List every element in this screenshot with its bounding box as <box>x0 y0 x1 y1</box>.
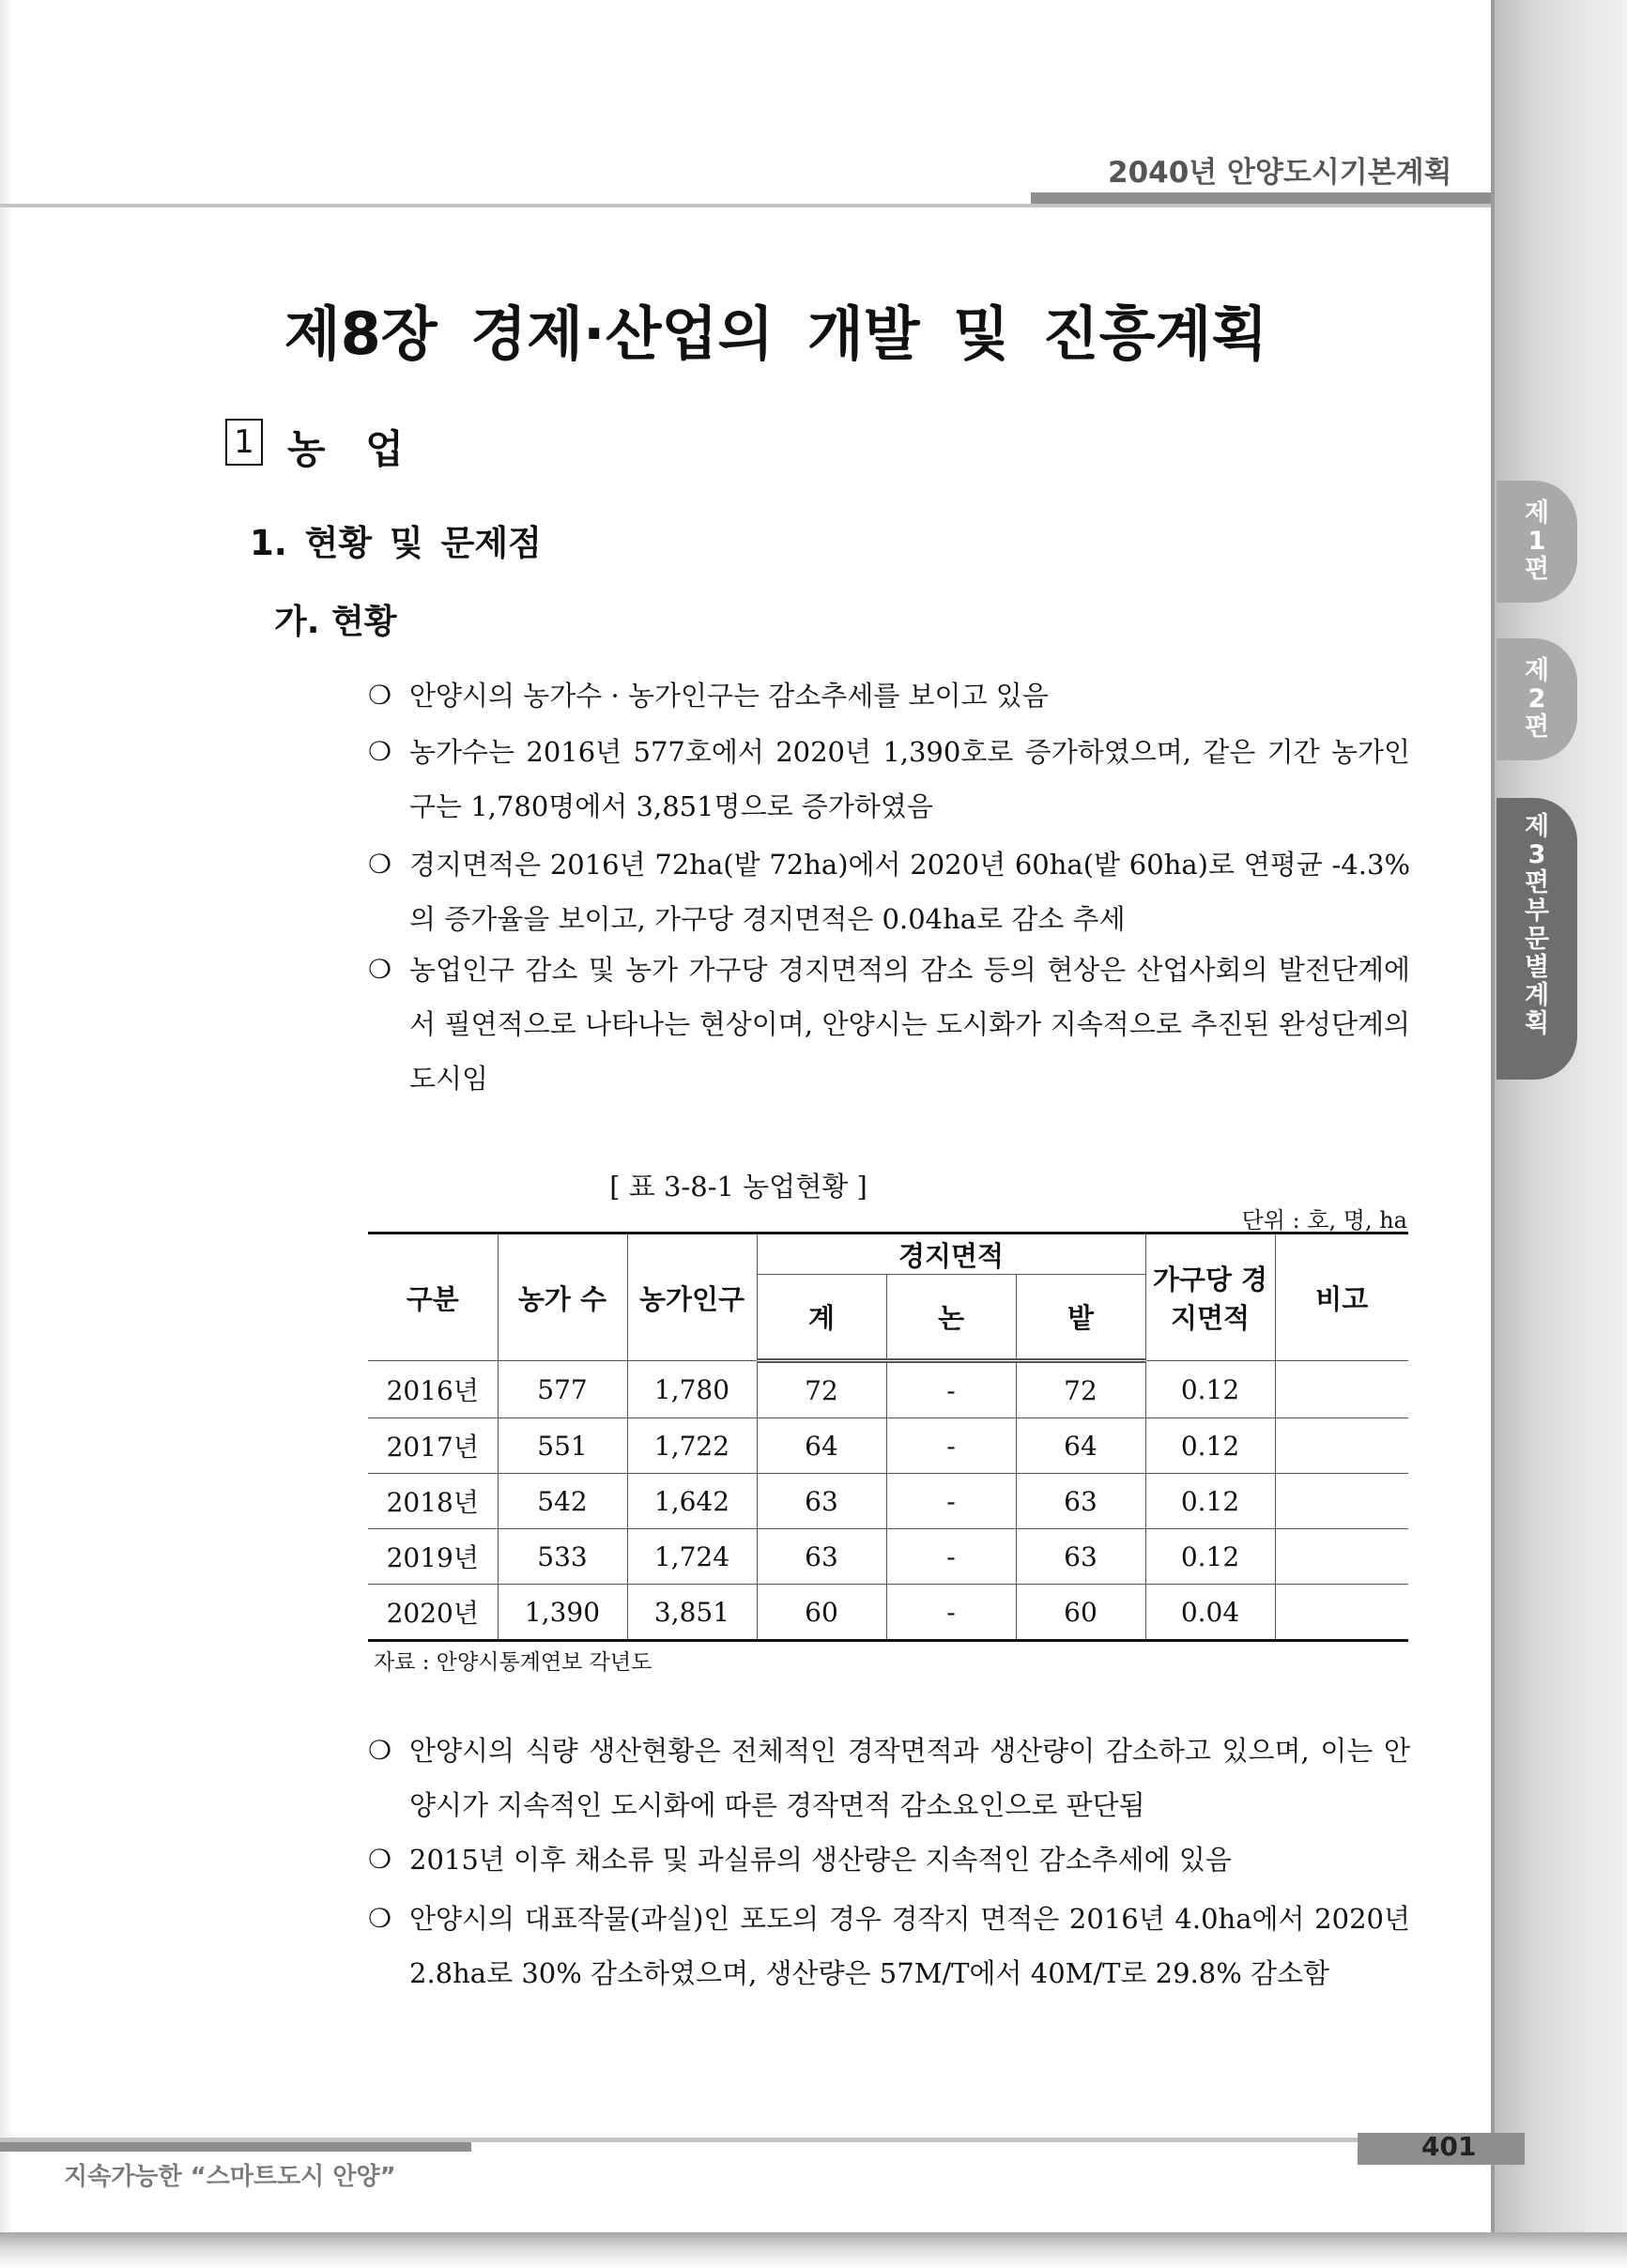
footer-rule-accent <box>0 2142 471 2152</box>
bullet-mark-icon: ❍ <box>368 1903 392 1934</box>
cell-per-household: 0.12 <box>1145 1418 1275 1474</box>
cell-note <box>1275 1418 1408 1474</box>
bullet-text: 안양시의 농가수 · 농가인구는 감소추세를 보이고 있음 <box>409 680 1049 712</box>
header-rule-accent <box>1031 192 1491 204</box>
bullet-text: 안양시의 식량 생산현황은 전체적인 경작면적과 생산량이 감소하고 있으며, 이는 안양시가 지속적인 도시화에 따른 경작면적 감소요인으로 판단됨 <box>409 1735 1410 1821</box>
col-header-farms: 농가 수 <box>498 1234 627 1361</box>
cell-per-household: 0.12 <box>1145 1474 1275 1529</box>
bullet-text: 2015년 이후 채소류 및 과실류의 생산량은 지속적인 감소추세에 있음 <box>409 1844 1232 1876</box>
tab-char: 계 <box>1524 981 1550 1010</box>
col-header-category: 구분 <box>368 1234 498 1361</box>
col-header-area-total: 계 <box>757 1275 886 1361</box>
footer-slogan: 지속가능한 “스마트도시 안양” <box>64 2163 396 2191</box>
cell-year: 2018년 <box>368 1474 498 1529</box>
bullet-mark-icon: ❍ <box>368 1735 392 1766</box>
cell-population: 3,851 <box>627 1585 757 1641</box>
table-row <box>368 1529 1408 1585</box>
tab-char: 제 <box>1524 812 1550 841</box>
cell-farms: 533 <box>498 1529 627 1585</box>
tab-char: 편 <box>1524 868 1550 897</box>
tab-part-1[interactable] <box>1497 481 1577 603</box>
cell-area-paddy: - <box>886 1418 1016 1474</box>
bullet-mark-icon: ❍ <box>368 954 392 985</box>
cell-area-total: 72 <box>757 1361 886 1418</box>
col-header-area: 경지면적 <box>757 1234 1145 1275</box>
bullet-text: 농업인구 감소 및 농가 가구당 경지면적의 감소 등의 현상은 산업사회의 발전단계에서 필연적으로 나타나는 현상이며, 안양시는 도시화가 지속적으로 추진된 완성단계의 도시임 <box>409 954 1410 1095</box>
cell-area-field: 60 <box>1016 1585 1145 1641</box>
header-rule <box>0 204 1491 207</box>
cell-year: 2019년 <box>368 1529 498 1585</box>
cell-population: 1,780 <box>627 1361 757 1418</box>
bullet-text: 농가수는 2016년 577호에서 2020년 1,390호로 증가하였으며, 같은 기간 농가인구는 1,780명에서 3,851명으로 증가하였음 <box>409 736 1410 822</box>
bullet-mark-icon: ❍ <box>368 736 392 767</box>
section-number-box: 1 <box>225 419 263 466</box>
subsection-title: 1. 현황 및 문제점 <box>250 523 542 563</box>
tab-char: 1 <box>1527 527 1546 556</box>
tab-char: 편 <box>1524 713 1550 742</box>
section-title: 농 업 <box>287 426 417 472</box>
bullet-item <box>368 1724 1410 1832</box>
col-header-note: 비고 <box>1275 1234 1408 1361</box>
tab-char: 3 <box>1527 840 1546 869</box>
cell-note <box>1275 1529 1408 1585</box>
cell-year: 2020년 <box>368 1585 498 1641</box>
cell-per-household: 0.12 <box>1145 1529 1275 1585</box>
table-row <box>368 1361 1408 1418</box>
cell-population: 1,642 <box>627 1474 757 1529</box>
cell-per-household: 0.12 <box>1145 1361 1275 1418</box>
cell-area-field: 63 <box>1016 1474 1145 1529</box>
cell-area-paddy: - <box>886 1361 1016 1418</box>
page-number: 401 <box>1421 2131 1477 2162</box>
tab-char: 획 <box>1524 1009 1550 1038</box>
cell-area-field: 72 <box>1016 1361 1145 1418</box>
table-unit: 단위 : 호, 명, ha <box>1241 1207 1407 1234</box>
col-header-area-field: 밭 <box>1016 1275 1145 1361</box>
cell-farms: 577 <box>498 1361 627 1418</box>
cell-note <box>1275 1474 1408 1529</box>
cell-year: 2016년 <box>368 1361 498 1418</box>
cell-area-paddy: - <box>886 1585 1016 1641</box>
tab-char: 편 <box>1524 555 1550 584</box>
cell-farms: 1,390 <box>498 1585 627 1641</box>
col-header-area-paddy: 논 <box>886 1275 1016 1361</box>
col-header-per-household: 가구당 경지면적 <box>1145 1234 1275 1361</box>
bullet-mark-icon: ❍ <box>368 1844 392 1875</box>
cell-area-total: 63 <box>757 1529 886 1585</box>
cell-note <box>1275 1585 1408 1641</box>
bullet-item <box>368 725 1410 834</box>
tab-char: 부 <box>1524 896 1550 926</box>
running-header-title: 2040년 안양도시기본계획 <box>1108 156 1452 190</box>
bullet-item <box>368 668 1410 723</box>
tab-char: 제 <box>1524 498 1550 528</box>
chapter-title: 제8장 경제·산업의 개발 및 진흥계획 <box>284 299 1268 368</box>
farming-status-table <box>368 1232 1408 1642</box>
cell-area-paddy: - <box>886 1529 1016 1585</box>
cell-per-household: 0.04 <box>1145 1585 1275 1641</box>
bullet-item <box>368 1892 1410 2000</box>
cell-area-total: 60 <box>757 1585 886 1641</box>
cell-population: 1,724 <box>627 1529 757 1585</box>
cell-area-total: 63 <box>757 1474 886 1529</box>
cell-farms: 542 <box>498 1474 627 1529</box>
cell-area-field: 63 <box>1016 1529 1145 1585</box>
bullet-mark-icon: ❍ <box>368 849 392 880</box>
bullet-item <box>368 1832 1410 1887</box>
cell-area-paddy: - <box>886 1474 1016 1529</box>
cell-note <box>1275 1361 1408 1418</box>
cell-farms: 551 <box>498 1418 627 1474</box>
bullet-text: 안양시의 대표작물(과실)인 포도의 경우 경작지 면적은 2016년 4.0ha에서 2020년 2.8ha로 30% 감소하였으며, 생산량은 57M/T에서 40M/T로 29.8% 감소함 <box>409 1903 1410 1989</box>
cell-area-field: 64 <box>1016 1418 1145 1474</box>
tab-char: 제 <box>1524 656 1550 685</box>
tab-char: 문 <box>1524 925 1550 954</box>
cell-year: 2017년 <box>368 1418 498 1474</box>
cell-area-total: 64 <box>757 1418 886 1474</box>
page-bottom-shadow <box>0 2232 1627 2268</box>
col-header-population: 농가인구 <box>627 1234 757 1361</box>
cell-population: 1,722 <box>627 1418 757 1474</box>
table-source: 자료 : 안양시통계연보 각년도 <box>374 1650 652 1675</box>
table-row <box>368 1474 1408 1529</box>
tab-part-2[interactable] <box>1497 638 1577 760</box>
bullet-item <box>368 837 1410 946</box>
bullet-mark-icon: ❍ <box>368 680 392 711</box>
tab-char: 2 <box>1527 684 1546 713</box>
subsubsection-title: 가. 현황 <box>274 603 397 641</box>
table-row <box>368 1418 1408 1474</box>
tab-char: 별 <box>1524 953 1550 982</box>
tab-part-3-sector-plans[interactable] <box>1497 798 1577 1080</box>
table-caption: [ 표 3-8-1 농업현황 ] <box>609 1171 867 1203</box>
bullet-text: 경지면적은 2016년 72ha(밭 72ha)에서 2020년 60ha(밭 60ha)로 연평균 -4.3%의 증가율을 보이고, 가구당 경지면적은 0.04ha로 감소 추세 <box>409 849 1410 935</box>
bullet-item <box>368 942 1410 1106</box>
table-row <box>368 1585 1408 1641</box>
